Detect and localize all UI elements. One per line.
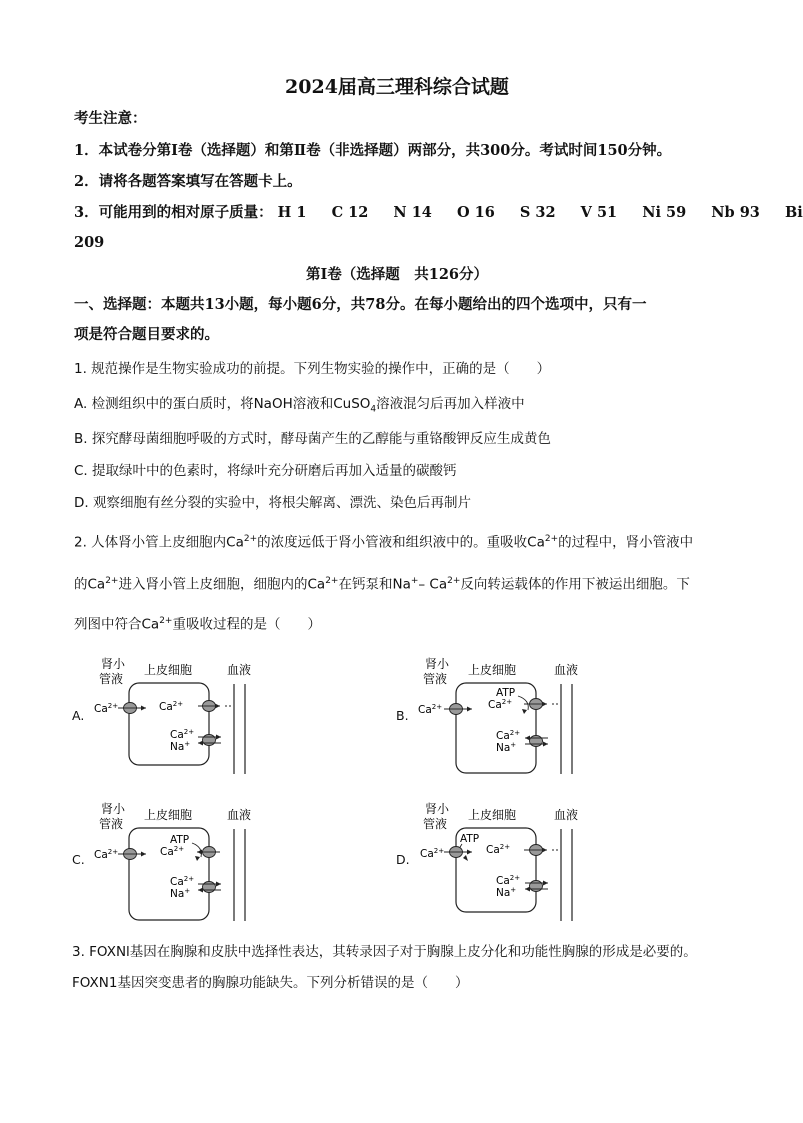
charge: 2+ [544,534,559,544]
ca-ion-label: $Ca^{2+}$ [170,728,195,741]
ca-ion-label: $Ca^{2+}$ [420,847,445,860]
ca-ion-label: $Ca^{2+}$ [160,845,185,858]
q1-option-a [74,393,724,421]
na-ion-label: Na+ [496,741,517,754]
charge: 2+ [447,576,461,586]
exchanger-protein [530,881,543,892]
blood-label: 血液 [554,808,579,822]
notice-item-3-label: 3．可能用到的相对原子质量： [74,204,273,221]
ca-ion-label: $Ca^{2+}$ [496,874,521,887]
cell-membrane [129,828,209,920]
na-ion-label: Na+ [496,886,517,899]
section-heading: 第Ⅰ卷（选择题 共126分） [305,266,489,283]
q2-option-b-label: B. [396,708,409,723]
notice-heading: 考生注意： [74,110,147,127]
q2-text: 在钙泵和Na [338,576,411,593]
q1-option-d: D. 观察细胞有丝分裂的实验中，将根尖解离、漂洗、染色后再制片 [74,495,471,511]
notice-item-3 [74,202,803,224]
atom-mass: O 16 [456,204,495,221]
atom-mass: S 32 [519,204,556,221]
q2-text: 的过程中，肾小管液中 [558,534,694,551]
q2-text: 的浓度远低于肾小管液和组织液中的。重吸收Ca [257,534,545,551]
ca-ion-label: $Ca^{2+}$ [486,843,511,856]
charge: + [410,576,419,586]
blood-label: 血液 [554,663,579,677]
q1-a-text-end: 溶液混匀后再加入样液中 [376,396,525,412]
charge: 2+ [243,534,258,544]
q2-text: 反向转运载体的作用下被运出细胞。下 [460,576,690,593]
diagram-option-b [412,652,612,778]
exchanger-protein [203,882,216,893]
diagram-option-d [412,797,612,923]
diagram-option-a [88,652,288,778]
q2-stem-line-3 [74,610,724,636]
section-instruction-1: 一、选择题：本题共13小题，每小题6分，共78分。在每小题给出的四个选项中，只有一 [74,296,647,313]
atom-mass: N 14 [393,204,432,221]
ca-ion-label: $Ca^{2+}$ [159,700,184,713]
q2-text: 的Ca [74,576,106,593]
lumen-label-2: 管液 [99,817,124,831]
atom-mass: Bi [784,204,803,221]
diagram-option-c [88,797,288,923]
cell-label: 上皮细胞 [468,808,517,822]
lumen-label-2: 管液 [423,817,448,831]
q2-text: 进入肾小管上皮细胞，细胞内的Ca [118,576,326,593]
notice-item-1: 1．本试卷分第Ⅰ卷（选择题）和第Ⅱ卷（非选择题）两部分，共300分。考试时间150分钟。 [74,142,672,159]
notice-item-2: 2．请将各题答案填写在答题卡上。 [74,173,302,190]
exchanger-protein [530,736,543,747]
atp-label: ATP [170,834,190,846]
q2-text: 列图中符合Ca [74,616,160,633]
atom-mass: Ni 59 [642,204,687,221]
atp-label: ATP [496,687,516,699]
cell-label: 上皮细胞 [468,663,517,677]
exchanger-protein [203,735,216,746]
q1-a-subscript: 4 [370,404,377,415]
charge: 2+ [159,616,173,626]
q1-option-b: B. 探究酵母菌细胞呼吸的方式时，酵母菌产生的乙醇能与重铬酸钾反应生成黄色 [74,431,551,447]
atp-label: ATP [460,833,480,845]
ca-ion-label: $Ca^{2+}$ [488,698,513,711]
na-ion-label: Na+ [170,887,191,900]
lumen-label-1: 肾小 [425,657,450,671]
ca-ion-label: $Ca^{2+}$ [170,875,195,888]
q2-option-c-label: C. [72,852,85,867]
ca-ion-label: $Ca^{2+}$ [496,729,521,742]
lumen-label-2: 管液 [99,672,124,686]
q3-stem-line-1: 3. FOXNl基因在胸腺和皮肤中选择性表达，其转录因子对于胸腺上皮分化和功能性胸腺的形成是必要的。 [72,944,697,960]
lumen-label-1: 肾小 [101,657,126,671]
ca-ion-label: $Ca^{2+}$ [94,848,119,861]
na-ion-label: Na+ [170,740,191,753]
atom-mass: H 1 [277,204,307,221]
q2-option-a-label: A. [72,708,85,723]
charge: 2+ [325,576,339,586]
q2-text: 重吸收过程的是（ ） [172,616,321,633]
lumen-label-1: 肾小 [425,802,450,816]
atom-mass: Nb 93 [711,204,760,221]
ca-ion-label: $Ca^{2+}$ [418,703,443,716]
q2-stem-line-1 [74,528,724,554]
notice-item-3-tail: 209 [74,234,105,251]
blood-label: 血液 [227,808,252,822]
cell-label: 上皮细胞 [144,663,193,677]
q1-a-text: A. 检测组织中的蛋白质时，将NaOH溶液和CuSO [74,396,371,412]
lumen-label-1: 肾小 [101,802,126,816]
atom-mass: V 51 [580,204,618,221]
q3-stem-line-2: FOXN1基因突变患者的胸腺功能缺失。下列分析错误的是（ ） [72,975,469,991]
cell-label: 上皮细胞 [144,808,193,822]
q2-stem-line-2 [74,570,724,596]
lumen-label-2: 管液 [423,672,448,686]
charge: 2+ [105,576,119,586]
q2-text: – Ca [418,576,448,593]
q1-stem: 1. 规范操作是生物实验成功的前提。下列生物实验的操作中，正确的是（ ） [74,361,551,377]
blood-label: 血液 [227,663,252,677]
ca-ion-label: $Ca^{2+}$ [94,702,119,715]
cell-membrane [129,683,209,765]
q1-option-c: C. 提取绿叶中的色素时，将绿叶充分研磨后再加入适量的碳酸钙 [74,463,457,479]
q2-option-d-label: D. [396,852,410,867]
atom-mass: C 12 [331,204,369,221]
section-instruction-2: 项是符合题目要求的。 [74,326,219,343]
exam-title: 2024届高三理科综合试题 [285,76,509,98]
q2-text: 2. 人体肾小管上皮细胞内Ca [74,534,244,551]
